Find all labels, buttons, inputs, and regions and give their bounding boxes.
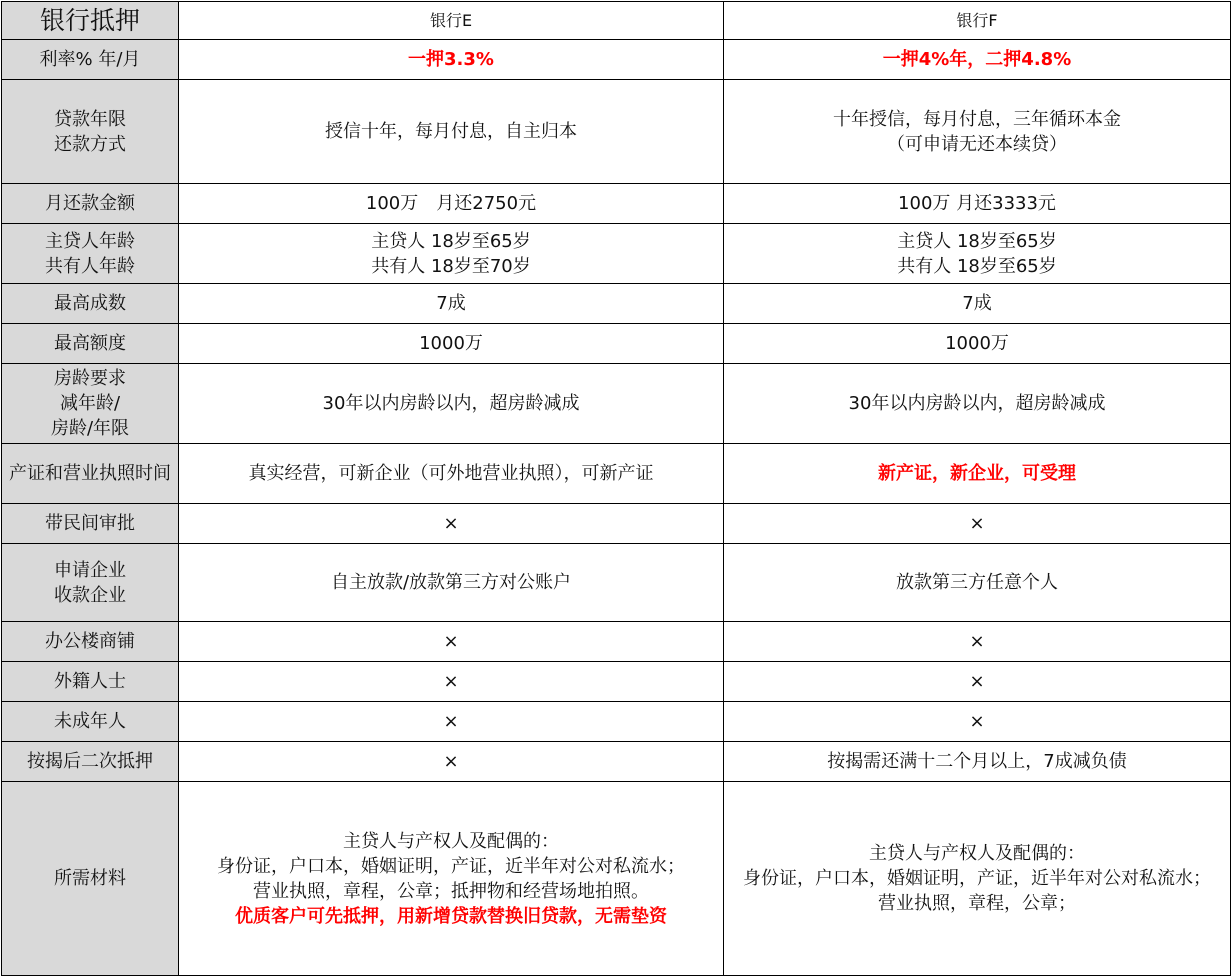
bank-f-minors: × xyxy=(724,702,1231,742)
bank-f-license-time: 新产证，新企业，可受理 xyxy=(724,444,1231,504)
bank-e-loan-term: 授信十年，每月付息，自主归本 xyxy=(179,80,724,184)
table-row xyxy=(2,284,1231,324)
row-label-private-approval: 带民间审批 xyxy=(2,504,179,544)
bank-f-house-age: 30年以内房龄以内，超房龄减成 xyxy=(724,364,1231,444)
table-row xyxy=(2,324,1231,364)
bank-f-second-mortgage: 按揭需还满十二个月以上，7成减负债 xyxy=(724,742,1231,782)
table-row xyxy=(2,622,1231,662)
bank-mortgage-comparison-table xyxy=(1,1,1231,976)
table-row xyxy=(2,40,1231,80)
bank-e-borrower-age: 主贷人 18岁至65岁 共有人 18岁至70岁 xyxy=(179,224,724,284)
bank-e-materials xyxy=(179,782,724,976)
bank-e-house-age: 30年以内房龄以内，超房龄减成 xyxy=(179,364,724,444)
bank-f-materials-line2: 身份证，户口本，婚姻证明，产证，近半年对公对私流水； xyxy=(743,868,1211,889)
row-label-loan-term: 贷款年限 还款方式 xyxy=(2,80,179,184)
row-label-max-amount: 最高额度 xyxy=(2,324,179,364)
row-label-receiving-company: 申请企业 收款企业 xyxy=(2,544,179,622)
bank-e-second-mortgage: × xyxy=(179,742,724,782)
bank-f-borrower-age: 主贷人 18岁至65岁 共有人 18岁至65岁 xyxy=(724,224,1231,284)
bank-f-monthly-payment: 100万 月还3333元 xyxy=(724,184,1231,224)
row-label-house-age: 房龄要求 减年龄/ 房龄/年限 xyxy=(2,364,179,444)
header-row xyxy=(2,2,1231,40)
bank-e-minors: × xyxy=(179,702,724,742)
table-row xyxy=(2,444,1231,504)
bank-f-loan-term: 十年授信，每月付息，三年循环本金 （可申请无还本续贷） xyxy=(724,80,1231,184)
bank-e-max-ratio: 7成 xyxy=(179,284,724,324)
row-label-materials: 所需材料 xyxy=(2,782,179,976)
table-title: 银行抵押 xyxy=(2,2,179,40)
row-label-license-time: 产证和营业执照时间 xyxy=(2,444,179,504)
bank-e-private-approval: × xyxy=(179,504,724,544)
row-label-borrower-age: 主贷人年龄 共有人年龄 xyxy=(2,224,179,284)
bank-f-receiving-company: 放款第三方任意个人 xyxy=(724,544,1231,622)
bank-f-max-amount: 1000万 xyxy=(724,324,1231,364)
bank-f-max-ratio: 7成 xyxy=(724,284,1231,324)
table-row xyxy=(2,364,1231,444)
bank-e-foreigners: × xyxy=(179,662,724,702)
bank-f-foreigners: × xyxy=(724,662,1231,702)
bank-e-interest-rate: 一押3.3% xyxy=(179,40,724,80)
bank-f-materials xyxy=(724,782,1231,976)
row-label-monthly-payment: 月还款金额 xyxy=(2,184,179,224)
row-label-foreigners: 外籍人士 xyxy=(2,662,179,702)
row-label-second-mortgage: 按揭后二次抵押 xyxy=(2,742,179,782)
table-row xyxy=(2,742,1231,782)
table-row xyxy=(2,184,1231,224)
bank-f-private-approval: × xyxy=(724,504,1231,544)
row-label-max-ratio: 最高成数 xyxy=(2,284,179,324)
table-row xyxy=(2,702,1231,742)
bank-e-office-shop: × xyxy=(179,622,724,662)
table-row xyxy=(2,504,1231,544)
table-row xyxy=(2,544,1231,622)
bank-e-materials-line2: 身份证，户口本，婚姻证明，产证，近半年对公对私流水； xyxy=(217,855,685,877)
bank-e-materials-line3: 营业执照，章程，公章；抵押物和经营场地拍照。 xyxy=(253,880,649,902)
bank-e-monthly-payment: 100万 月还2750元 xyxy=(179,184,724,224)
bank-e-max-amount: 1000万 xyxy=(179,324,724,364)
bank-f-office-shop: × xyxy=(724,622,1231,662)
table-row xyxy=(2,224,1231,284)
bank-e-materials-highlight: 优质客户可先抵押，用新增贷款替换旧贷款，无需垫资 xyxy=(235,905,667,927)
row-label-minors: 未成年人 xyxy=(2,702,179,742)
bank-e-receiving-company: 自主放款/放款第三方对公账户 xyxy=(179,544,724,622)
row-label-interest-rate: 利率% 年/月 xyxy=(2,40,179,80)
bank-e-license-time: 真实经营，可新企业（可外地营业执照），可新产证 xyxy=(179,444,724,504)
table-row xyxy=(2,782,1231,976)
table-row xyxy=(2,662,1231,702)
bank-f-materials-line3: 营业执照，章程，公章； xyxy=(878,893,1076,914)
table-row xyxy=(2,80,1231,184)
bank-e-header: 银行E xyxy=(179,2,724,40)
bank-f-header: 银行F xyxy=(724,2,1231,40)
bank-f-interest-rate: 一押4%年，二押4.8% xyxy=(724,40,1231,80)
bank-f-materials-line1: 主贷人与产权人及配偶的： xyxy=(869,843,1085,864)
row-label-office-shop: 办公楼商铺 xyxy=(2,622,179,662)
bank-e-materials-line1: 主贷人与产权人及配偶的： xyxy=(343,830,559,852)
